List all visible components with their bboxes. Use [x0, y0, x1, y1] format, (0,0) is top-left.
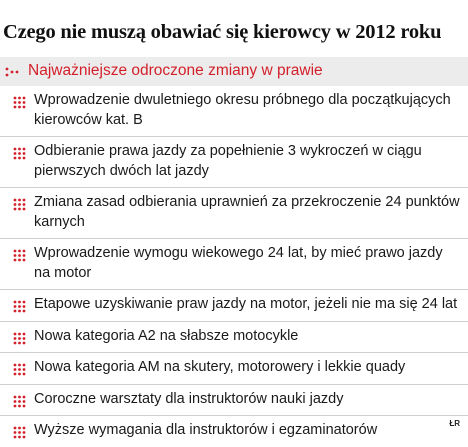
list-item-text: Zmiana zasad odbierania uprawnień za przekroczenie 24 punktów karnych	[34, 194, 460, 230]
list-item	[0, 188, 468, 239]
list-item	[0, 86, 468, 137]
list-item-text: Etapowe uzyskiwanie praw jazdy na motor, jeżeli nie ma się 24 lat	[34, 296, 458, 312]
section-title: Najważniejsze odroczone zmiany w prawie	[28, 62, 323, 79]
dot-grid-icon	[13, 147, 26, 160]
list-item	[0, 353, 468, 385]
list-item	[0, 416, 468, 447]
dot-grid-icon	[13, 198, 26, 211]
dot-grid-icon	[13, 96, 26, 109]
list-item	[0, 137, 468, 188]
dot-grid-icon	[13, 300, 26, 313]
dot-grid-icon	[13, 395, 26, 408]
section-header	[0, 57, 468, 86]
source-credit: ŁR	[449, 419, 460, 428]
list-item-text: Nowa kategoria A2 na słabsze motocykle	[34, 327, 299, 344]
list-item-text: Coroczne warsztaty dla instruktorów nauki jazdy	[34, 390, 344, 407]
list-item	[0, 322, 468, 354]
list-item-text: Wyższe wymagania dla instruktorów i egzaminatorów	[34, 422, 378, 438]
list-item	[0, 239, 468, 290]
page-title: Czego nie muszą obawiać się kierowcy w 2012 roku	[3, 21, 442, 43]
list-item-text: Wprowadzenie dwuletniego okresu próbnego dla początkujących kierowców kat. B	[34, 92, 451, 128]
dot-grid-icon	[13, 332, 26, 345]
dot-grid-icon	[13, 426, 26, 439]
list-item	[0, 385, 468, 417]
list-item-text: Odbieranie prawa jazdy za popełnienie 3 wykroczeń w ciągu pierwszych dwóch lat jazdy	[34, 143, 422, 179]
list-item-text: Nowa kategoria AM na skutery, motorowery i lekkie quady	[34, 359, 406, 375]
dot-grid-icon	[13, 249, 26, 262]
list-item-text: Wprowadzenie wymogu wiekowego 24 lat, by mieć prawo jazdy na motor	[34, 245, 443, 281]
list-item	[0, 290, 468, 322]
chevron-dots-icon	[5, 67, 19, 77]
dot-grid-icon	[13, 363, 26, 376]
changes-list	[0, 86, 468, 447]
